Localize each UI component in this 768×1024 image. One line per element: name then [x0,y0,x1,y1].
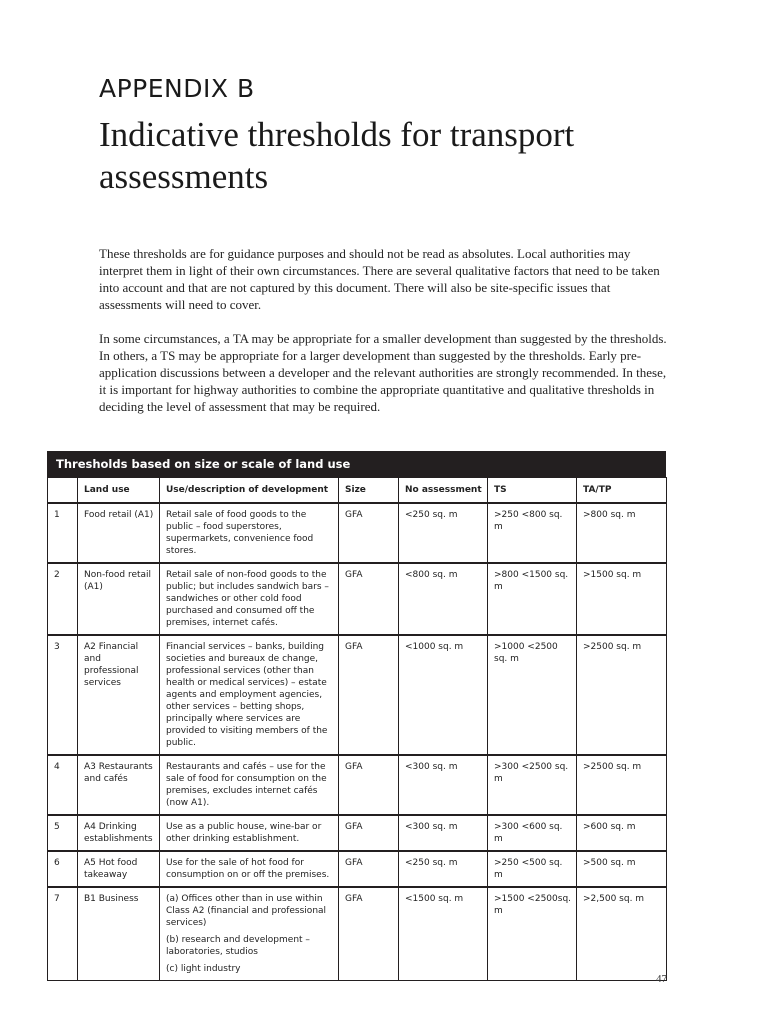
col-header-description: Use/description of development [160,478,339,504]
ta-tp-cell: >500 sq. m [577,851,667,887]
ta-tp-cell: >2,500 sq. m [577,887,667,981]
ta-tp-cell: >600 sq. m [577,815,667,851]
no-assessment-cell: <300 sq. m [399,815,488,851]
ta-tp-cell: >2500 sq. m [577,755,667,815]
col-header-size: Size [339,478,399,504]
guidance-paragraph: In some circumstances, a TA may be appropriate for a smaller development than suggested by the thresholds. In others, a TS may be appropriate for a larger development than suggested by the thresholds. Early pre-application discussions between a developer and the relevant authorities are strongly recommended. In these, it is important for highway authorities to combine the appropriate quantitative and qualitative thresholds in deciding the level of assessment that may be required. [99,331,667,414]
table-row [48,635,667,755]
ts-cell: >250 <500 sq. m [488,851,577,887]
appendix-label: APPENDIX B [99,74,255,103]
intro-paragraph: These thresholds are for guidance purposes and should not be read as absolutes. Local authorities may interpret them in light of their own circumstances. There are several qualitative factors that need to be taken into account and that are not captured by this document. There will also be site-specific issues that assessments will need to cover. [99,246,660,312]
thresholds-table [47,451,666,981]
col-header-ta-tp: TA/TP [577,478,667,504]
land-use-cell: Non-food retail (A1) [78,563,160,635]
table-row [48,851,667,887]
size-cell: GFA [339,755,399,815]
description-cell: Retail sale of non-food goods to the public; but includes sandwich bars – sandwiches or other cold food purchased and consumed off the premises, internet cafés. [160,563,339,635]
table-title: Thresholds based on size or scale of land use [47,451,666,477]
no-assessment-cell: <250 sq. m [399,851,488,887]
size-cell: GFA [339,887,399,981]
table-row [48,563,667,635]
size-cell: GFA [339,503,399,563]
size-cell: GFA [339,851,399,887]
description-cell: Use as a public house, wine-bar or other drinking establishment. [160,815,339,851]
ts-cell: >1500 <2500sq. m [488,887,577,981]
table-row [48,755,667,815]
land-use-cell: B1 Business [78,887,160,981]
ta-tp-cell: >1500 sq. m [577,563,667,635]
col-header-no-assessment: No assessment [399,478,488,504]
ts-cell: >250 <800 sq. m [488,503,577,563]
row-number: 7 [48,887,78,981]
land-use-cell: Food retail (A1) [78,503,160,563]
size-cell: GFA [339,563,399,635]
ta-tp-cell: >2500 sq. m [577,635,667,755]
table-row [48,887,667,981]
land-use-cell: A2 Financial and professional services [78,635,160,755]
description-cell: Restaurants and cafés – use for the sale of food for consumption on the premises, excludes internet cafés (now A1). [160,755,339,815]
size-cell: GFA [339,815,399,851]
row-number: 5 [48,815,78,851]
col-header-ts: TS [488,478,577,504]
no-assessment-cell: <300 sq. m [399,755,488,815]
row-number: 4 [48,755,78,815]
land-use-cell: A4 Drinking establishments [78,815,160,851]
land-use-cell: A3 Restaurants and cafés [78,755,160,815]
no-assessment-cell: <250 sq. m [399,503,488,563]
ts-cell: >800 <1500 sq. m [488,563,577,635]
ts-cell: >300 <600 sq. m [488,815,577,851]
no-assessment-cell: <1500 sq. m [399,887,488,981]
thresholds-grid [47,477,667,981]
table-row [48,503,667,563]
page-number: 47 [656,973,667,985]
ts-cell: >300 <2500 sq. m [488,755,577,815]
description-part: (b) research and development – laboratories, studios [166,935,310,957]
table-row [48,815,667,851]
no-assessment-cell: <1000 sq. m [399,635,488,755]
description-cell [160,887,339,981]
description-cell: Retail sale of food goods to the public – food superstores, supermarkets, convenience food stores. [160,503,339,563]
description-part: (a) Offices other than in use within Class A2 (financial and professional services) [166,894,327,928]
land-use-cell: A5 Hot food takeaway [78,851,160,887]
row-number: 6 [48,851,78,887]
size-cell: GFA [339,635,399,755]
col-header-number [48,478,78,504]
page-title: Indicative thresholds for transport assessments [99,115,575,196]
description-cell: Financial services – banks, building societies and bureaux de change, professional services (other than health or medical services) – estate agents and employment agencies, other services – betting shops, principally where services are provided to visiting members of the public. [160,635,339,755]
col-header-land-use: Land use [78,478,160,504]
row-number: 1 [48,503,78,563]
description-part: (c) light industry [166,964,241,974]
row-number: 3 [48,635,78,755]
description-cell: Use for the sale of hot food for consumption on or off the premises. [160,851,339,887]
no-assessment-cell: <800 sq. m [399,563,488,635]
ts-cell: >1000 <2500 sq. m [488,635,577,755]
ta-tp-cell: >800 sq. m [577,503,667,563]
row-number: 2 [48,563,78,635]
table-header-row [48,478,667,504]
